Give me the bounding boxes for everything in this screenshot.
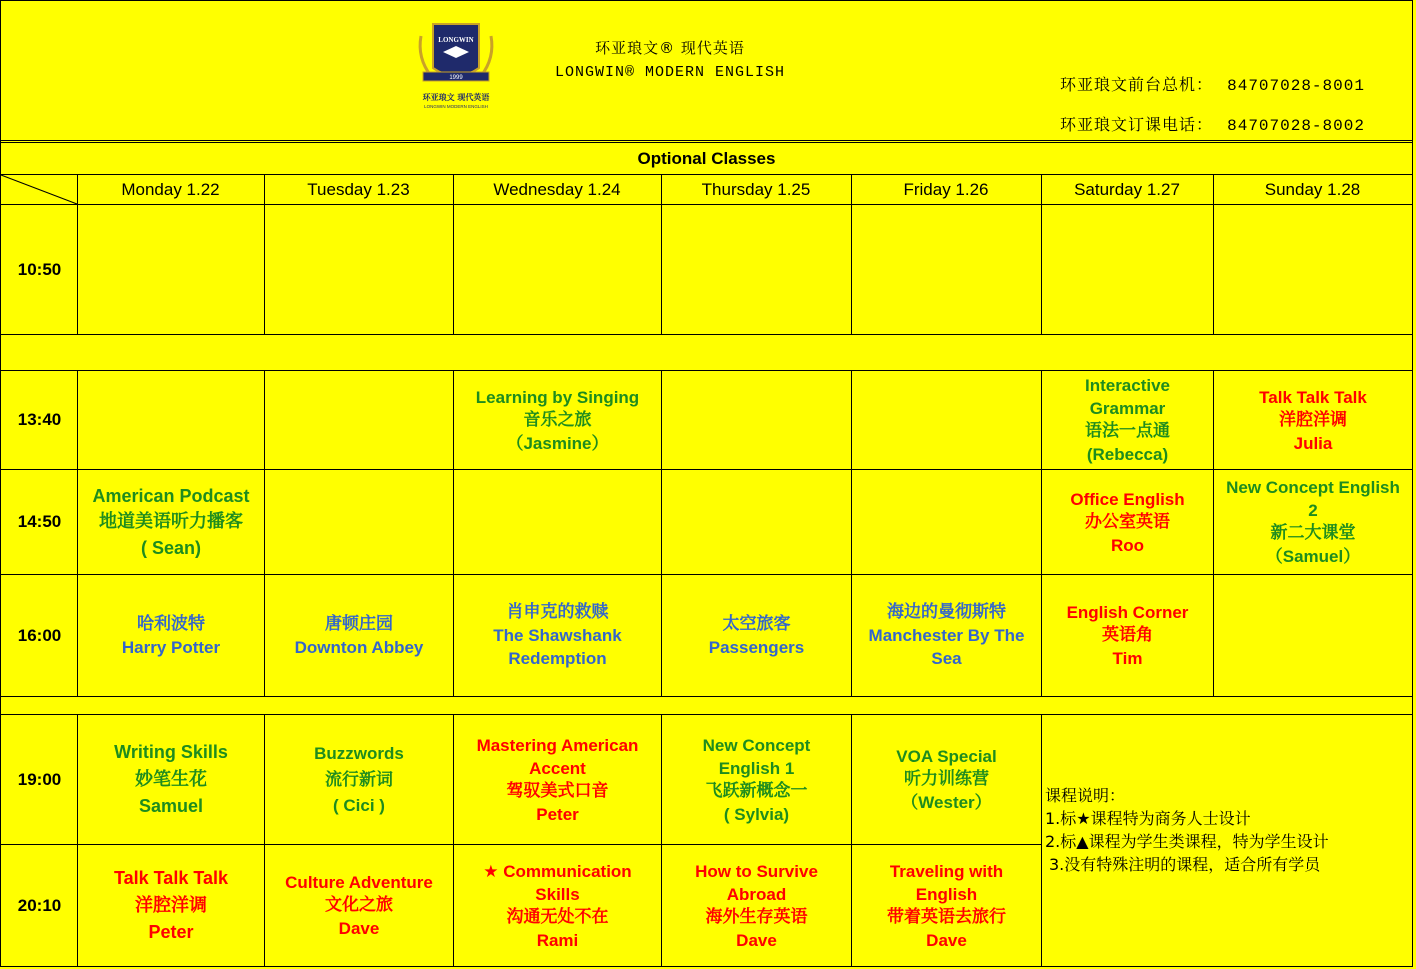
- class-cell-fri-1600: [852, 575, 1041, 696]
- class-cell-wed-1340: [454, 371, 661, 469]
- class-title-cn: 妙笔生花: [135, 769, 207, 790]
- class-title-cn: 语法一点通: [1085, 421, 1170, 441]
- day-header-friday: Friday 1.26: [903, 179, 989, 199]
- class-cell-thu-1900: [662, 715, 851, 844]
- class-title: Buzzwords: [314, 743, 404, 763]
- class-cell-wed-1900: [454, 715, 661, 844]
- class-teacher: Dave: [736, 930, 777, 950]
- class-teacher: (Rebecca): [1086, 445, 1169, 464]
- logo-year: 1999: [449, 75, 463, 81]
- day-header-monday: Monday 1.22: [121, 179, 220, 199]
- class-title-cn: 肖申克的救赎: [506, 602, 609, 622]
- class-title-cn: 流行新词: [325, 769, 393, 790]
- class-teacher: Dave: [926, 930, 967, 950]
- class-cell-sun-1450: [1214, 470, 1412, 574]
- class-teacher: Samuel: [138, 796, 204, 816]
- class-title-line2: English: [915, 884, 978, 904]
- notes-heading: 课程说明：: [1045, 786, 1126, 805]
- school-title-cn: 环亚琅文® 现代英语: [595, 39, 745, 57]
- class-title-line1: How to Survive: [695, 861, 818, 881]
- course-notes: [1045, 784, 1405, 876]
- class-title-line1: Traveling with: [889, 861, 1004, 881]
- class-title-cn: 海外生存英语: [705, 906, 808, 927]
- class-title-line2: Accent: [529, 758, 586, 778]
- class-title-line2: Sea: [931, 649, 962, 668]
- class-cell-mon-1450: [78, 470, 264, 574]
- class-title: Talk Talk Talk: [1259, 387, 1367, 407]
- class-title: American Podcast: [92, 486, 250, 506]
- class-teacher: Julia: [1293, 433, 1333, 453]
- class-cell-thu-2010: [662, 845, 851, 966]
- class-title-cn: 新二大课堂: [1270, 523, 1356, 543]
- class-title-cn: 海边的曼彻斯特: [887, 602, 1006, 622]
- class-title-cn: 飞跃新概念一: [705, 780, 808, 801]
- class-teacher: Peter: [536, 804, 579, 824]
- class-cell-sat-1600: [1042, 575, 1213, 696]
- class-title-cn: 文化之旅: [325, 895, 393, 915]
- day-header-saturday: Saturday 1.27: [1074, 179, 1180, 199]
- class-title: Learning by Singing: [475, 387, 640, 407]
- time-label-2010: 20:10: [17, 895, 62, 915]
- class-title-line1: ★ Communication: [483, 861, 632, 881]
- class-title-cn: 听力训练营: [904, 769, 989, 789]
- day-header-sunday: Sunday 1.28: [1264, 179, 1361, 199]
- longwin-logo: [415, 18, 497, 112]
- class-title-line1: Mastering American: [476, 735, 639, 755]
- class-cell-fri-2010: [852, 845, 1041, 966]
- class-teacher: Tim: [1112, 649, 1143, 668]
- class-title: Culture Adventure: [285, 873, 433, 892]
- corner-diagonal: [0, 174, 78, 205]
- time-label-1900: 19:00: [17, 769, 62, 789]
- booking-phone: [1060, 112, 1365, 135]
- time-label-1450: 14:50: [17, 512, 62, 531]
- time-label-1050: 10:50: [17, 259, 62, 279]
- class-title: Harry Potter: [121, 637, 221, 657]
- day-header-thursday: Thursday 1.25: [701, 179, 811, 199]
- class-teacher: （Samuel）: [1265, 547, 1361, 566]
- school-title-en: LONGWIN® MODERN ENGLISH: [554, 64, 786, 81]
- class-title-cn: 英语角: [1102, 625, 1153, 645]
- notes-line-2: 2.标▲课程为学生类课程，特为学生设计: [1045, 832, 1329, 851]
- class-title-line1: The Shawshank: [493, 626, 622, 645]
- class-title-line2: 2: [1308, 501, 1318, 520]
- notes-line-1: 1.标★课程特为商务人士设计: [1045, 809, 1251, 828]
- class-teacher: （Wester）: [901, 793, 992, 812]
- class-title: Downton Abbey: [294, 637, 424, 657]
- class-cell-tue-2010: [265, 845, 453, 966]
- class-title: Office English: [1070, 489, 1185, 509]
- class-teacher: ( Cici ): [333, 795, 385, 815]
- class-teacher: Rami: [536, 930, 579, 950]
- logo-top-text: LONGWIN: [438, 36, 474, 44]
- notes-line-3: 3.没有特殊注明的课程，适合所有学员: [1049, 855, 1321, 874]
- class-cell-mon-1900: [78, 715, 264, 844]
- class-title-cn: 驾驭美式口音: [506, 780, 609, 801]
- class-title-cn: 办公室英语: [1085, 511, 1170, 532]
- class-title-cn: 沟通无处不在: [506, 906, 609, 927]
- class-cell-thu-1600: [662, 575, 851, 696]
- class-cell-tue-1600: [265, 575, 453, 696]
- class-title-cn: 唐顿庄园: [325, 613, 393, 634]
- class-title-line1: Manchester By The: [868, 626, 1025, 645]
- class-title: Writing Skills: [114, 742, 228, 762]
- class-title: VOA Special: [896, 747, 997, 766]
- table-title: Optional Classes: [637, 148, 776, 168]
- class-cell-mon-1600: [78, 575, 264, 696]
- class-title-cn: 洋腔洋调: [135, 895, 207, 916]
- logo-bottom-en: LONGWIN MODERN ENGLISH: [424, 104, 488, 109]
- class-teacher: ( Sylvia): [723, 804, 790, 824]
- class-title-cn: 音乐之旅: [523, 409, 592, 430]
- class-title-line2: Grammar: [1089, 399, 1166, 418]
- class-title-cn: 洋腔洋调: [1279, 409, 1347, 430]
- class-title: Talk Talk Talk: [113, 868, 229, 888]
- day-header-tuesday: Tuesday 1.23: [307, 179, 410, 199]
- class-title: Passengers: [708, 637, 805, 657]
- class-title-line2: Skills: [535, 884, 580, 904]
- front-desk-phone-number: 84707028-8001: [1227, 77, 1365, 95]
- class-title-cn: 哈利波特: [137, 613, 205, 634]
- class-title-line2: English 1: [718, 758, 795, 778]
- logo-bottom-cn: 环亚琅文 现代英语: [422, 93, 490, 102]
- time-label-1340: 13:40: [17, 410, 62, 429]
- class-teacher: ( Sean): [140, 538, 201, 558]
- class-cell-mon-2010: [78, 845, 264, 966]
- class-title-cn: 带着英语去旅行: [887, 906, 1006, 927]
- class-teacher: Roo: [1110, 535, 1145, 555]
- class-teacher: Dave: [338, 919, 380, 938]
- booking-phone-label: 环亚琅文订课电话：: [1060, 115, 1214, 134]
- booking-phone-number: 84707028-8002: [1227, 117, 1365, 135]
- class-teacher: （Jasmine）: [506, 433, 609, 453]
- class-cell-sat-1340: [1042, 371, 1213, 469]
- class-teacher: Peter: [148, 922, 194, 942]
- class-cell-sat-1450: [1042, 470, 1213, 574]
- time-label-1600: 16:00: [17, 625, 62, 645]
- class-title-line1: New Concept English: [1226, 478, 1400, 497]
- class-cell-wed-2010: [454, 845, 661, 966]
- class-title-line1: New Concept: [702, 735, 811, 755]
- class-title: English Corner: [1066, 603, 1189, 622]
- class-title-cn: 太空旅客: [722, 613, 791, 634]
- class-cell-sun-1340: [1214, 371, 1412, 469]
- front-desk-phone-label: 环亚琅文前台总机：: [1060, 75, 1214, 94]
- class-title-line1: Interactive: [1084, 376, 1171, 395]
- class-title-line2: Abroad: [726, 884, 787, 904]
- class-title-cn: 地道美语听力播客: [99, 511, 243, 532]
- class-cell-tue-1900: [265, 715, 453, 844]
- class-title-line2: Redemption: [508, 649, 607, 668]
- front-desk-phone: [1060, 72, 1365, 95]
- day-header-wednesday: Wednesday 1.24: [493, 179, 621, 199]
- class-cell-wed-1600: [454, 575, 661, 696]
- class-cell-fri-1900: [852, 715, 1041, 844]
